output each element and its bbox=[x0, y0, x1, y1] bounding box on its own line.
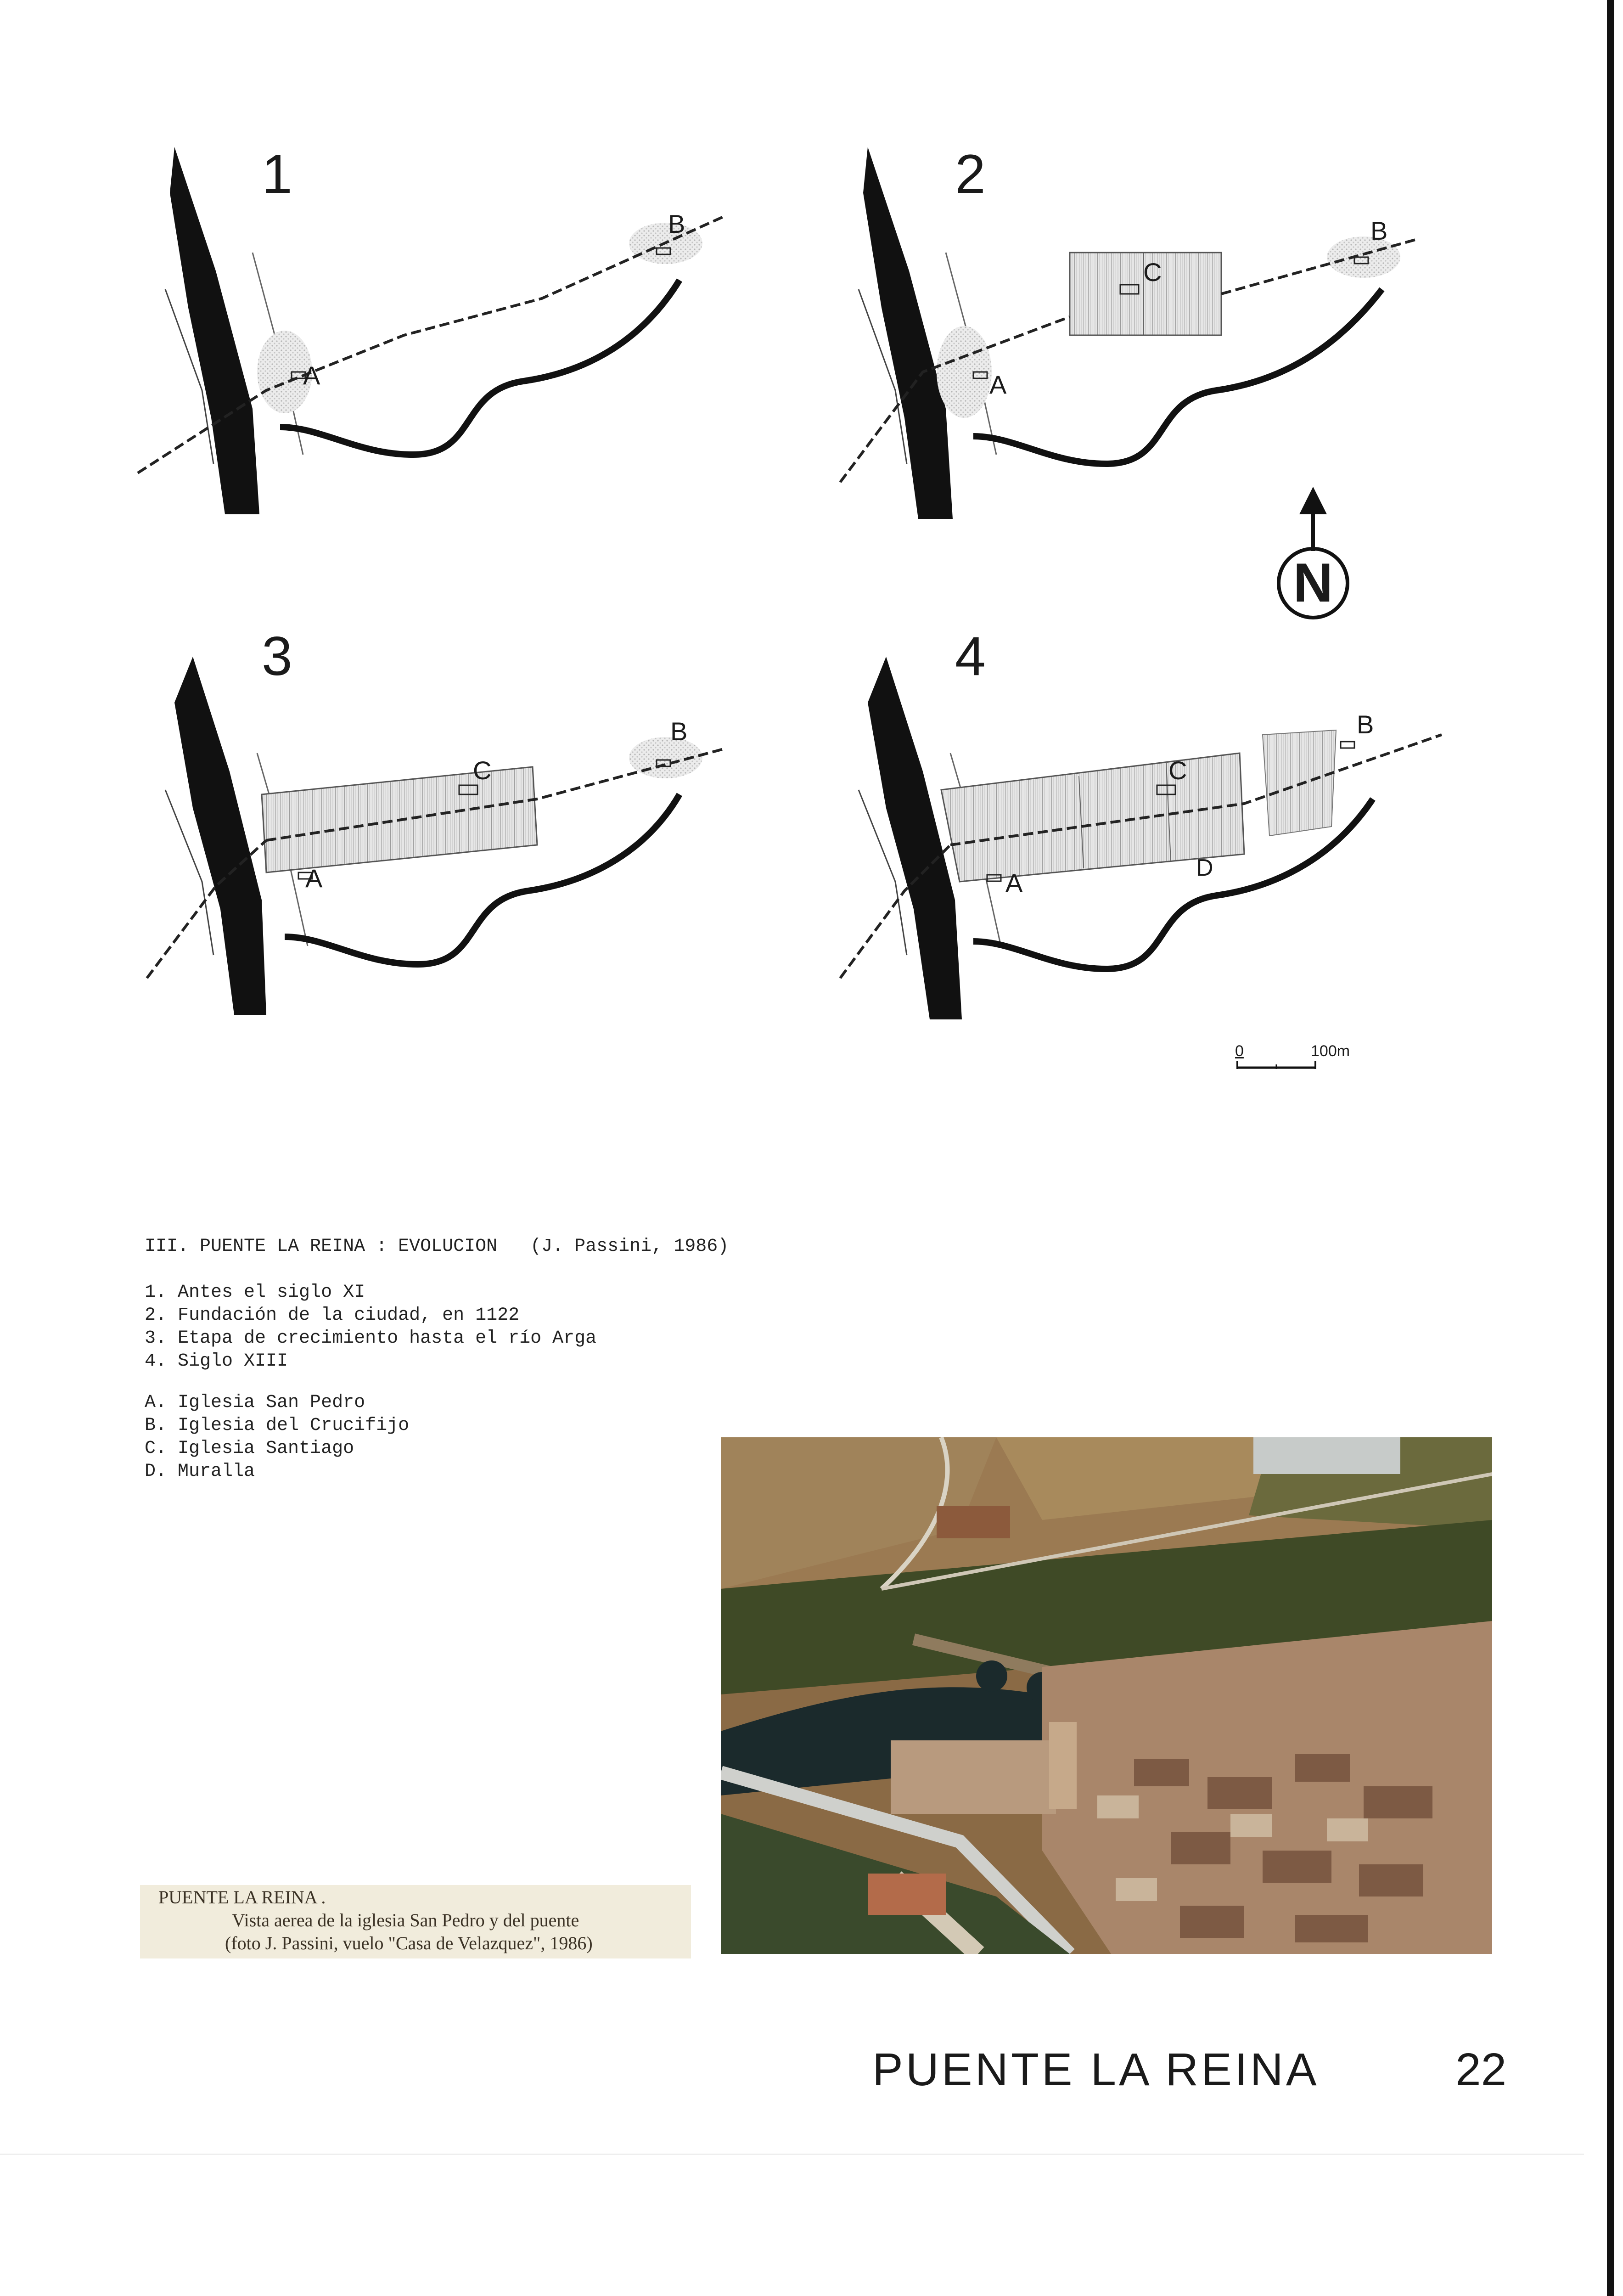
map-number: 2 bbox=[955, 143, 986, 205]
legend-church-item: D. Muralla bbox=[145, 1461, 255, 1482]
figure-legend bbox=[145, 1235, 787, 1502]
map-label-a: A bbox=[1005, 868, 1023, 897]
map-label-b: B bbox=[668, 209, 685, 238]
map-4-drawing bbox=[822, 625, 1419, 1038]
north-letter: N bbox=[1293, 552, 1333, 613]
legend-heading: III. PUENTE LA REINA : EVOLUCION (J. Passini, 1986) bbox=[145, 1236, 729, 1257]
legend-phase-item: 3. Etapa de crecimiento hasta el río Arga bbox=[145, 1328, 597, 1349]
map-label-b: B bbox=[670, 717, 688, 746]
map-label-a: A bbox=[303, 361, 320, 390]
map-label-a: A bbox=[989, 370, 1007, 399]
map-label-c: C bbox=[1168, 756, 1187, 785]
photo-caption-credit: (foto J. Passini, vuelo "Casa de Velazquez", 1986) bbox=[225, 1933, 593, 1953]
map-label-b: B bbox=[1357, 710, 1374, 739]
map-number: 4 bbox=[955, 625, 986, 687]
page-edge-shadow bbox=[1607, 0, 1614, 2296]
legend-phases bbox=[145, 1281, 787, 1373]
map-number: 1 bbox=[262, 143, 292, 205]
river-arga bbox=[170, 147, 259, 514]
legend-phase-item: 4. Siglo XIII bbox=[145, 1351, 288, 1372]
river-arga bbox=[863, 147, 953, 519]
legend-church-item: B. Iglesia del Crucifijo bbox=[145, 1415, 410, 1436]
evolution-map-4 bbox=[822, 625, 1419, 1038]
photo-caption-title: PUENTE LA REINA . bbox=[158, 1887, 326, 1908]
footer-title: PUENTE LA REINA bbox=[872, 2044, 1320, 2095]
evolution-map-1 bbox=[129, 133, 725, 546]
evolution-map-3 bbox=[129, 625, 725, 1038]
river-arga bbox=[868, 657, 962, 1019]
scale-bar-graphic bbox=[1235, 1042, 1373, 1079]
map-label-c: C bbox=[1143, 258, 1162, 287]
scale-start: 0 bbox=[1235, 1042, 1244, 1060]
map-label-c: C bbox=[473, 756, 492, 785]
photo-caption-line: Vista aerea de la iglesia San Pedro y del puente bbox=[232, 1910, 579, 1930]
north-arrow bbox=[1263, 487, 1364, 620]
legend-phase-item: 2. Fundación de la ciudad, en 1122 bbox=[145, 1305, 520, 1326]
legend-phase-item: 1. Antes el siglo XI bbox=[145, 1282, 365, 1303]
evolution-map-2 bbox=[822, 133, 1419, 546]
scale-end: 100m bbox=[1311, 1042, 1350, 1060]
map-label-d: D bbox=[1196, 855, 1213, 881]
church-b-symbol bbox=[1341, 742, 1354, 748]
page-number: 22 bbox=[1455, 2044, 1507, 2095]
map-label-b: B bbox=[1370, 216, 1388, 245]
scale-bar bbox=[1235, 1042, 1373, 1079]
legend-church-item: C. Iglesia Santiago bbox=[145, 1438, 354, 1459]
map-1-drawing bbox=[129, 133, 725, 546]
river-meander bbox=[280, 280, 680, 455]
page-bottom-edge bbox=[0, 2154, 1584, 2155]
map-label-a: A bbox=[305, 864, 323, 893]
map-number: 3 bbox=[262, 625, 292, 687]
aerial-photo bbox=[721, 1437, 1492, 1954]
river-arga bbox=[174, 657, 266, 1015]
legend-church-item: A. Iglesia San Pedro bbox=[145, 1392, 365, 1413]
legend-churches bbox=[145, 1391, 787, 1483]
map-2-drawing bbox=[822, 133, 1419, 546]
photo-caption bbox=[140, 1885, 691, 1958]
map-3-drawing bbox=[129, 625, 725, 1038]
aerial-photo-image bbox=[721, 1437, 1492, 1954]
